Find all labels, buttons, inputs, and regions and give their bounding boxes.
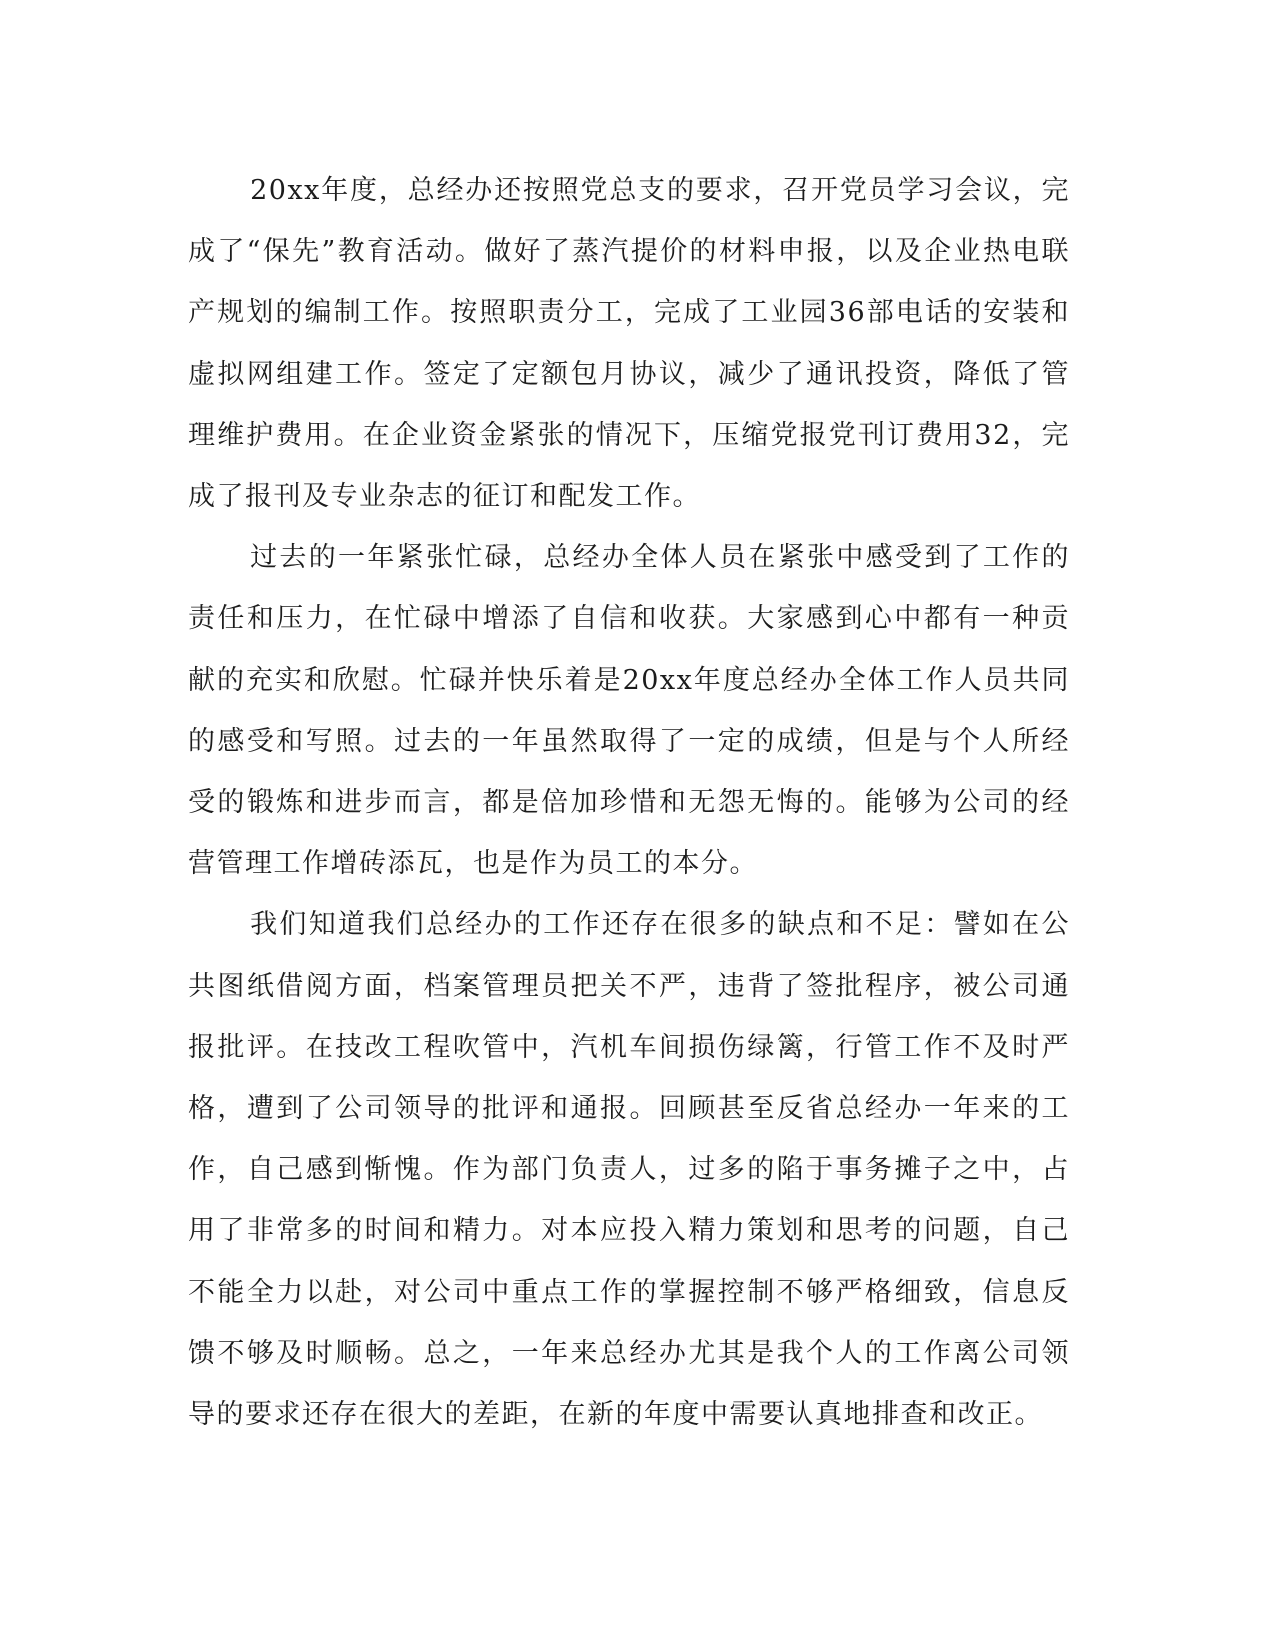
paragraph-3: 我们知道我们总经办的工作还存在很多的缺点和不足：譬如在公共图纸借阅方面，档案管理员把关不严，违背了签批程序，被公司通报批评。在技改工程吹管中，汽机车间损伤绿篱，行管工作不及时严格，遭到了公司领导的批评和通报。回顾甚至反省总经办一年来的工作，自己感到惭愧。作为部门负责人，过多的陷于事务摊子之中，占用了非常多的时间和精力。对本应投入精力策划和思考的问题，自己不能全力以赴，对公司中重点工作的掌握控制不够严格细致，信息反馈不够及时顺畅。总之，一年来总经办尤其是我个人的工作离公司领导的要求还存在很大的差距，在新的年度中需要认真地排查和改正。 bbox=[188, 909, 1070, 1431]
paragraph-2: 过去的一年紧张忙碌，总经办全体人员在紧张中感受到了工作的责任和压力，在忙碌中增添了自信和收获。大家感到心中都有一种贡献的充实和欣慰。忙碌并快乐着是20xx年度总经办全体工作人员共同的感受和写照。过去的一年虽然取得了一定的成绩，但是与个人所经受的锻炼和进步而言，都是倍加珍惜和无怨无悔的。能够为公司的经营管理工作增砖添瓦，也是作为员工的本分。 bbox=[188, 542, 1070, 880]
paragraph-1: 20xx年度，总经办还按照党总支的要求，召开党员学习会议，完成了“保先”教育活动。做好了蒸汽提价的材料申报，以及企业热电联产规划的编制工作。按照职责分工，完成了工业园36部电话的安装和虚拟网组建工作。签定了定额包月协议，减少了通讯投资，降低了管理维护费用。在企业资金紧张的情况下，压缩党报党刊订费用32，完成了报刊及专业杂志的征订和配发工作。 bbox=[188, 175, 1070, 513]
document-body bbox=[188, 160, 1070, 1445]
